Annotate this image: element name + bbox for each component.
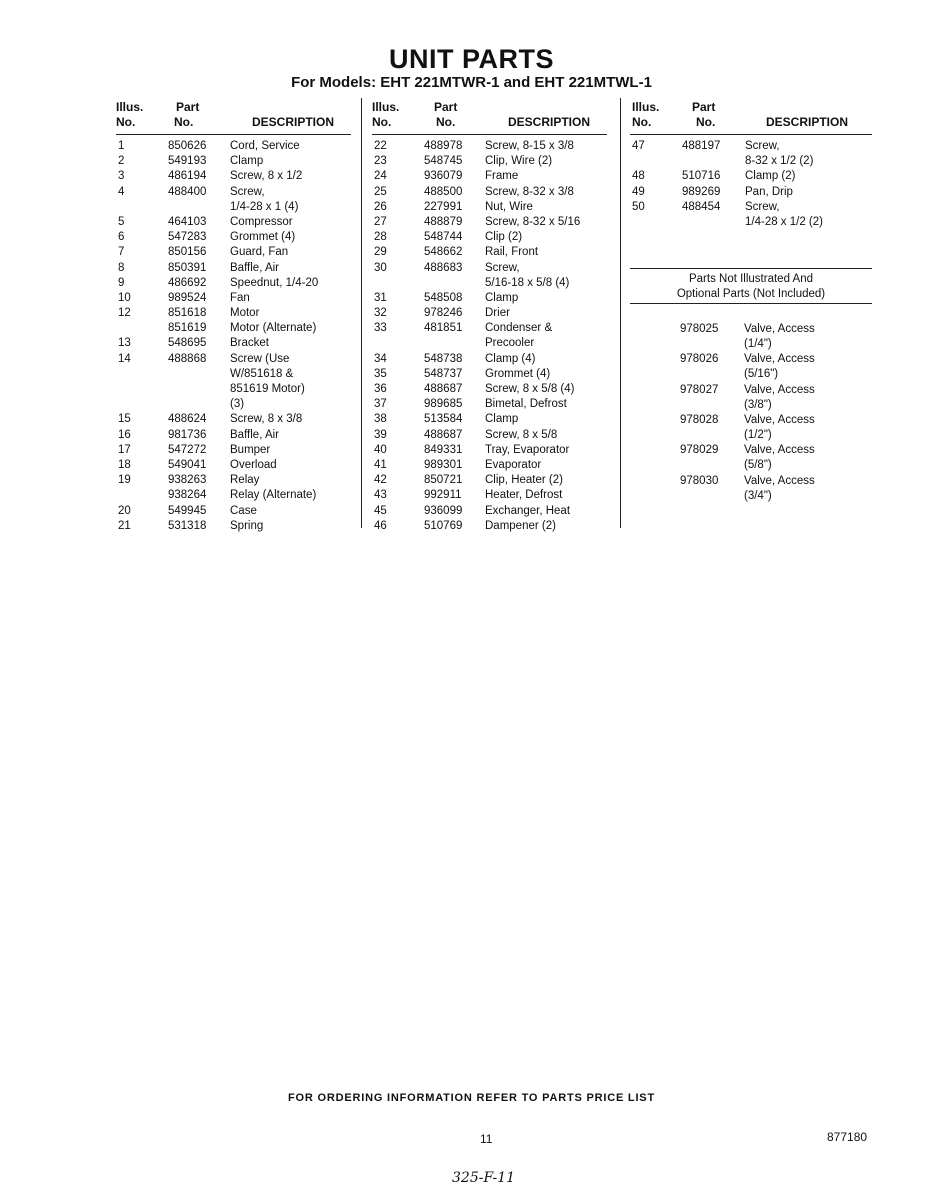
table-row — [372, 519, 607, 534]
table-row — [116, 169, 351, 184]
illus-number: 20 — [118, 504, 131, 517]
part-description: Bimetal, Defrost — [485, 398, 567, 411]
part-description: Spring — [230, 519, 264, 532]
table-row — [372, 428, 607, 443]
illus-number: 18 — [118, 458, 131, 471]
ordering-footer: FOR ORDERING INFORMATION REFER TO PARTS PRICE LIST — [288, 1092, 655, 1104]
description-header: DESCRIPTION — [766, 115, 849, 129]
part-description: Screw (Use — [230, 352, 290, 365]
part-description: Speednut, 1/4-20 — [230, 276, 319, 289]
illus-header-no: No. — [632, 115, 652, 129]
part-description: (3) — [230, 398, 245, 411]
illus-number: 27 — [374, 215, 387, 228]
part-description: Screw, — [230, 185, 265, 198]
part-description: W/851618 & — [230, 367, 294, 380]
description-header: DESCRIPTION — [508, 115, 591, 129]
part-number: 547272 — [168, 443, 207, 456]
table-row — [372, 443, 607, 458]
table-row — [372, 473, 607, 488]
table-row — [372, 276, 607, 291]
part-description: Baffle, Air — [230, 261, 280, 274]
illus-number: 39 — [374, 428, 387, 441]
part-number: 488624 — [168, 413, 207, 426]
part-description: Clip (2) — [485, 231, 523, 244]
illus-number: 50 — [632, 200, 645, 213]
part-number: 486194 — [168, 170, 207, 183]
table-row — [630, 215, 872, 230]
illus-number: 32 — [374, 307, 387, 320]
illus-number: 41 — [374, 458, 387, 471]
part-number: 989301 — [424, 458, 463, 471]
table-row — [372, 382, 607, 397]
part-number: 549041 — [168, 458, 207, 471]
part-number: 548738 — [424, 352, 463, 365]
illus-number: 16 — [118, 428, 131, 441]
part-description: Case — [230, 504, 257, 517]
illus-number: 38 — [374, 413, 387, 426]
part-number: 488500 — [424, 185, 463, 198]
table-row — [116, 488, 351, 503]
table-row — [116, 519, 351, 534]
part-number: 849331 — [424, 443, 463, 456]
part-description: Valve, Access — [744, 323, 815, 335]
table-row — [116, 428, 351, 443]
table-row — [116, 215, 351, 230]
parts-column-1 — [116, 100, 351, 534]
part-size: (1/2") — [744, 428, 772, 441]
illus-number: 9 — [118, 276, 125, 289]
table-row — [372, 245, 607, 260]
illus-number: 43 — [374, 489, 387, 502]
part-header: Part — [692, 100, 716, 114]
part-description: Relay — [230, 474, 260, 487]
illus-number: 6 — [118, 231, 125, 244]
table-row — [372, 215, 607, 230]
part-number: 851619 — [168, 322, 207, 335]
part-description: Screw, — [745, 140, 780, 152]
table-row — [630, 139, 872, 154]
part-number: 549945 — [168, 504, 207, 517]
part-number: 938263 — [168, 474, 207, 487]
illus-number: 22 — [374, 140, 387, 152]
illus-number: 7 — [118, 246, 125, 259]
part-number: 464103 — [168, 215, 207, 228]
part-description: 1/4-28 x 1 (4) — [230, 200, 299, 213]
part-description: Precooler — [485, 337, 535, 350]
part-number: 548662 — [424, 246, 463, 259]
part-description: 5/16-18 x 5/8 (4) — [485, 276, 570, 289]
illus-number: 13 — [118, 337, 131, 350]
part-number: 227991 — [424, 200, 463, 213]
table-row — [372, 321, 607, 336]
part-description: Clamp (2) — [745, 170, 796, 183]
part-number: 547283 — [168, 231, 207, 244]
illus-number: 30 — [374, 261, 387, 274]
table-row — [116, 276, 351, 291]
table-row — [372, 352, 607, 367]
part-description: Dampener (2) — [485, 519, 556, 532]
part-description: Screw, — [485, 261, 520, 274]
part-description: 8-32 x 1/2 (2) — [745, 155, 814, 168]
part-description: Valve, Access — [744, 383, 815, 396]
illus-number: 35 — [374, 367, 387, 380]
part-header: Part — [176, 100, 200, 114]
table-row — [116, 291, 351, 306]
part-description: Evaporator — [485, 458, 542, 471]
part-number: 938264 — [168, 489, 207, 502]
table-row — [630, 154, 872, 169]
parts-column-2 — [372, 100, 607, 534]
part-description: Pan, Drip — [745, 185, 793, 198]
table-row — [372, 154, 607, 169]
part-description: Rail, Front — [485, 246, 539, 259]
table-row — [372, 397, 607, 412]
part-description: Valve, Access — [744, 474, 815, 487]
illus-number: 45 — [374, 504, 387, 517]
part-description: Screw, 8 x 5/8 (4) — [485, 383, 575, 395]
table-row — [116, 504, 351, 519]
part-number: 549193 — [168, 155, 207, 168]
column-header — [116, 100, 351, 135]
table-row — [372, 458, 607, 473]
part-number: 488400 — [168, 185, 207, 198]
part-number: 510716 — [682, 170, 721, 183]
illus-number: 1 — [118, 140, 125, 152]
part-description: Fan — [230, 291, 250, 304]
part-description: Compressor — [230, 215, 293, 228]
illus-number: 14 — [118, 352, 131, 365]
part-size: (5/16") — [744, 368, 779, 381]
table-row — [116, 473, 351, 488]
part-description: Baffle, Air — [230, 428, 280, 441]
illus-number: 25 — [374, 185, 387, 198]
table-row — [372, 261, 607, 276]
table-row — [372, 488, 607, 503]
part-description: Clamp — [230, 155, 264, 168]
illus-number: 47 — [632, 140, 645, 152]
part-description: Clamp — [485, 291, 519, 304]
part-number: 488197 — [682, 140, 721, 152]
part-number: 510769 — [424, 519, 463, 532]
part-number: 488868 — [168, 352, 207, 365]
optional-heading-line1: Parts Not Illustrated And — [688, 273, 813, 285]
illus-number: 34 — [374, 352, 387, 365]
description-header: DESCRIPTION — [252, 115, 335, 129]
part-number: 548695 — [168, 337, 207, 350]
part-number: 989685 — [424, 398, 463, 411]
illus-number: 49 — [632, 185, 645, 198]
part-number: 488687 — [424, 383, 463, 395]
table-row — [116, 367, 351, 382]
part-number: 989269 — [682, 185, 721, 198]
part-description: Motor — [230, 307, 260, 320]
part-size: (3/8") — [744, 398, 772, 411]
part-description: Screw, 8 x 5/8 — [485, 428, 558, 441]
table-row — [116, 230, 351, 245]
part-description: Exchanger, Heat — [485, 504, 571, 517]
illus-header-no: No. — [116, 115, 136, 129]
part-size: (1/4") — [744, 338, 772, 350]
table-row — [116, 382, 351, 397]
part-description: Nut, Wire — [485, 200, 533, 213]
illus-number: 33 — [374, 322, 387, 335]
column-header — [630, 100, 872, 135]
part-description: Tray, Evaporator — [485, 443, 570, 456]
part-header-no: No. — [174, 115, 194, 129]
table-row — [372, 169, 607, 184]
table-row — [372, 291, 607, 306]
table-row — [116, 200, 351, 215]
part-description: Clamp — [485, 413, 519, 426]
part-description: Valve, Access — [744, 444, 815, 457]
part-number: 850391 — [168, 261, 207, 274]
illus-number: 21 — [118, 519, 131, 532]
part-number: 851618 — [168, 307, 207, 320]
part-number: 850626 — [168, 140, 207, 152]
illus-number: 42 — [374, 474, 387, 487]
part-description: Valve, Access — [744, 413, 815, 426]
part-number: 481851 — [424, 322, 463, 335]
column-header — [372, 100, 607, 135]
table-row — [116, 139, 351, 154]
table-row — [116, 443, 351, 458]
part-description: 1/4-28 x 1/2 (2) — [745, 215, 823, 228]
page-number: 11 — [480, 1132, 493, 1146]
part-description: Clip, Heater (2) — [485, 474, 563, 487]
part-number: 989524 — [168, 291, 207, 304]
part-description: Clip, Wire (2) — [485, 155, 553, 168]
part-description: Frame — [485, 170, 519, 183]
illus-number: 46 — [374, 519, 387, 532]
part-number: 548737 — [424, 367, 463, 380]
part-number: 978025 — [680, 323, 719, 335]
illus-number: 31 — [374, 291, 387, 304]
part-number: 850156 — [168, 246, 207, 259]
illus-number: 48 — [632, 170, 645, 183]
part-number: 936099 — [424, 504, 463, 517]
table-row — [372, 412, 607, 427]
illus-number: 26 — [374, 200, 387, 213]
table-row — [116, 321, 351, 336]
table-row — [116, 245, 351, 260]
part-description: Cord, Service — [230, 140, 300, 152]
handwritten-note: 325-F-11 — [452, 1170, 516, 1186]
table-row — [372, 504, 607, 519]
table-row — [372, 139, 607, 154]
part-description: Guard, Fan — [230, 246, 289, 259]
part-number: 488687 — [424, 428, 463, 441]
illus-number: 10 — [118, 291, 131, 304]
illus-number: 17 — [118, 443, 131, 456]
illus-header: Illus. — [372, 100, 400, 114]
part-number: 513584 — [424, 413, 463, 426]
part-header-no: No. — [436, 115, 456, 129]
table-row — [630, 185, 872, 200]
illus-number: 15 — [118, 413, 131, 426]
part-description: Screw, 8-32 x 3/8 — [485, 185, 574, 198]
optional-parts-heading — [630, 268, 872, 304]
table-row — [372, 200, 607, 215]
illus-number: 12 — [118, 307, 131, 320]
table-row — [116, 261, 351, 276]
part-number: 978027 — [680, 383, 719, 396]
part-number: 488454 — [682, 200, 721, 213]
part-description: Relay (Alternate) — [230, 489, 317, 502]
illus-header: Illus. — [116, 100, 144, 114]
table-row — [372, 367, 607, 382]
table-row — [630, 200, 872, 215]
part-number: 488683 — [424, 261, 463, 274]
table-row — [372, 306, 607, 321]
table-row — [116, 154, 351, 169]
column-divider — [361, 98, 362, 528]
part-number: 488879 — [424, 215, 463, 228]
illus-number: 29 — [374, 246, 387, 259]
illus-number: 8 — [118, 261, 125, 274]
part-header-no: No. — [696, 115, 716, 129]
part-number: 978246 — [424, 307, 463, 320]
table-row — [116, 336, 351, 351]
illus-number: 3 — [118, 170, 125, 183]
part-number: 936079 — [424, 170, 463, 183]
part-number: 978029 — [680, 444, 719, 457]
document-number: 877180 — [827, 1130, 868, 1144]
part-number: 548745 — [424, 155, 463, 168]
part-description: Drier — [485, 307, 510, 320]
part-description: Motor (Alternate) — [230, 322, 317, 335]
part-number: 992911 — [424, 489, 462, 502]
illus-number: 37 — [374, 398, 387, 411]
part-number: 548744 — [424, 231, 463, 244]
table-row — [372, 230, 607, 245]
illus-number: 36 — [374, 383, 387, 395]
part-number: 978026 — [680, 353, 719, 366]
models-subtitle: For Models: EHT 221MTWR-1 and EHT 221MTWL-1 — [291, 74, 652, 91]
part-description: Valve, Access — [744, 353, 815, 366]
illus-number: 2 — [118, 155, 125, 168]
illus-number: 23 — [374, 155, 387, 168]
page-title: UNIT PARTS — [389, 44, 554, 74]
table-row — [116, 412, 351, 427]
part-description: Screw, 8 x 1/2 — [230, 170, 303, 183]
part-description: Bracket — [230, 337, 269, 350]
part-description: 851619 Motor) — [230, 383, 305, 395]
part-header: Part — [434, 100, 458, 114]
table-row — [116, 185, 351, 200]
part-description: Bumper — [230, 443, 271, 456]
table-row — [116, 352, 351, 367]
part-number: 978030 — [680, 474, 719, 487]
part-description: Screw, 8-15 x 3/8 — [485, 140, 574, 152]
part-description: Grommet (4) — [485, 367, 551, 380]
column-divider — [620, 98, 621, 528]
table-row — [630, 169, 872, 184]
illus-header-no: No. — [372, 115, 392, 129]
table-row — [116, 306, 351, 321]
table-row — [116, 458, 351, 473]
part-description: Screw, 8-32 x 5/16 — [485, 215, 581, 228]
part-description: Screw, — [745, 200, 780, 213]
part-size: (5/8") — [744, 459, 772, 472]
table-row — [116, 397, 351, 412]
table-row — [372, 185, 607, 200]
part-number: 531318 — [168, 519, 207, 532]
part-description: Heater, Defrost — [485, 489, 563, 502]
illus-header: Illus. — [632, 100, 660, 114]
part-number: 548508 — [424, 291, 463, 304]
part-number: 488978 — [424, 140, 463, 152]
part-description: Screw, 8 x 3/8 — [230, 413, 303, 426]
illus-number: 28 — [374, 231, 387, 244]
illus-number: 40 — [374, 443, 387, 456]
part-number: 850721 — [424, 474, 463, 487]
part-description: Overload — [230, 458, 277, 471]
illus-number: 19 — [118, 474, 131, 487]
illus-number: 24 — [374, 170, 387, 183]
part-number: 981736 — [168, 428, 207, 441]
optional-heading-line2: Optional Parts (Not Included) — [676, 288, 826, 300]
part-number: 978028 — [680, 413, 719, 426]
illus-number: 4 — [118, 185, 125, 198]
table-row — [372, 336, 607, 351]
part-size: (3/4") — [744, 489, 772, 502]
illus-number: 5 — [118, 215, 125, 228]
part-number: 486692 — [168, 276, 207, 289]
part-description: Condenser & — [485, 322, 553, 335]
part-description: Clamp (4) — [485, 352, 536, 365]
parts-column-3 — [630, 100, 872, 230]
part-description: Grommet (4) — [230, 231, 296, 244]
